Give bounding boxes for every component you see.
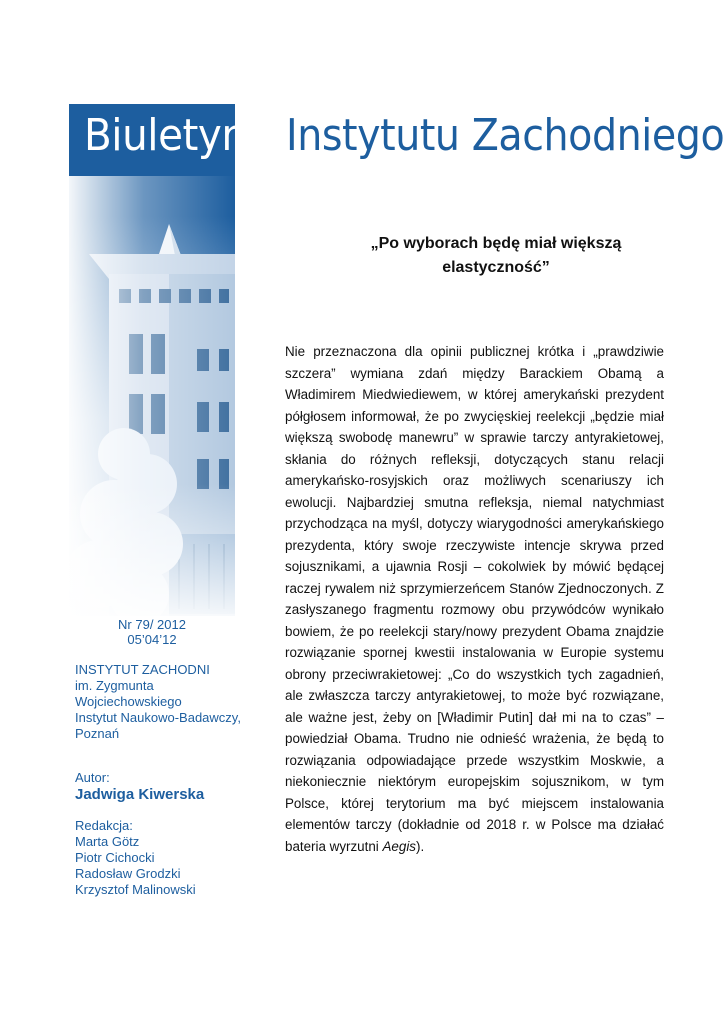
editor-name: Krzysztof Malinowski — [75, 882, 196, 897]
article-body-italic: Aegis — [382, 838, 416, 854]
masthead-word-biuletyn: Biuletyn — [84, 110, 247, 161]
institute-line: Poznań — [75, 726, 120, 741]
institute-line: Instytut Naukowo-Badawczy, — [75, 710, 241, 725]
institute-line: im. Zygmunta — [75, 678, 154, 693]
author-name: Jadwiga Kiwerska — [75, 786, 205, 803]
editor-name: Piotr Cichocki — [75, 850, 155, 865]
issue-info — [69, 617, 235, 647]
article-body-text: Nie przeznaczona dla opinii publicznej krótka i „prawdziwie szczera” wymiana zdań między Barackiem Obamą a Władimirem Miedwiediewem, w której amerykański prezydent półgłosem informował, że po zwycięskiej reelekcji „będzie miał większą swobodę manewru” w sprawie tarczy antyrakietowej, skłania do różnych refleksji, dotyczących stanu relacji amerykańsko-rosyjskich oraz możliwych scenariuszy ich ewolucji. Najbardziej smutna refleksja, niemal natychmiast przychodząca na myśl, dotyczy wiarygodności amerykańskiego prezydenta, który swoje rzeczywiste intencje skrywa przed sojusznikami, a ujawnia Rosji – cokolwiek by mówić będącej raczej rywalem niż sprzymierzeńcem Stanów Zjednoczonych. Z zasłyszanego fragmentu rozmowy obu przywódców wynikało bowiem, że po reelekcji stary/nowy prezydent Obama znajdzie rozwiązanie spornej kwestii instalowania w Europie systemu obrony przeciwrakietowej: „Co do wszystkich tych zagadnień, ale zwłaszcza tarczy antyrakietowej, to może być rozwiązane, ale ważne jest, żeby on [Władimir Putin] dał mi na to czas” – powiedział Obama. Trudno nie odnieść wrażenia, że będą to rozwiązania odpowiadające przede wszystkim Moskwie, a niekoniecznie niektórym europejskim sojusznikom, w tym Polsce, której terytorium ma być miejscem instalowania elementów tarczy (dokładnie od 2018 r. w Polsce ma działać bateria wyrzutni — [285, 344, 664, 854]
author-block — [75, 770, 250, 804]
issue-number: Nr 79/ 2012 — [118, 617, 186, 632]
building-photo — [69, 104, 235, 616]
editors-label: Redakcja: — [75, 818, 133, 833]
article-body — [285, 341, 664, 857]
article-title-line: „Po wyborach będę miał większą — [370, 235, 622, 252]
institute-line: Wojciechowskiego — [75, 694, 182, 709]
institute-line: INSTYTUT ZACHODNI — [75, 662, 210, 677]
author-label: Autor: — [75, 770, 110, 785]
article-title-line: elastyczność” — [442, 259, 550, 276]
editor-name: Marta Götz — [75, 834, 140, 849]
article-title — [330, 232, 662, 280]
editor-name: Radosław Grodzki — [75, 866, 181, 881]
masthead-word-instytutu: Instytutu Zachodniego — [286, 110, 725, 161]
issue-date: 05’04’12 — [127, 632, 177, 647]
masthead-banner — [69, 104, 235, 616]
institute-block — [75, 662, 250, 742]
editors-block — [75, 818, 250, 898]
article-body-end: ). — [416, 838, 425, 854]
